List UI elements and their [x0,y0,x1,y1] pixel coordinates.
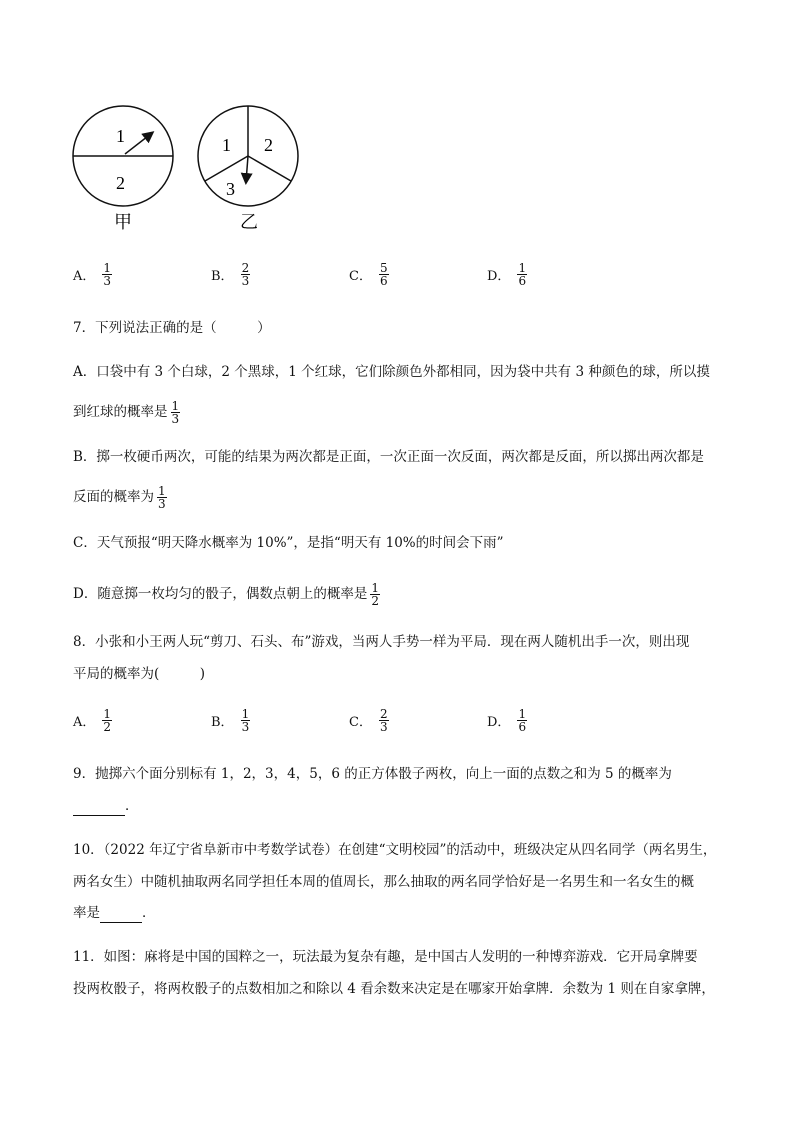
q7-option-b-line2: 反面的概率为 $\frac{1}{3}$ [73,484,166,511]
q6-option-a [73,262,112,287]
q6-option-c-label: C． [349,269,372,284]
q6-option-a-label: A． [73,269,96,284]
q7-option-a-fraction: $\frac{1}{3}$ [171,399,180,426]
spinner-yi-caption: 乙 [240,212,258,232]
q10-line3: 率是 ． [73,905,156,921]
spinner-jia [73,106,173,232]
spinner-jia-region-1: 1 [116,126,125,146]
q6-option-d-label: D． [487,269,511,284]
q6-option-b-fraction: $\frac{2}{3}$ [241,261,250,288]
q6-option-d-fraction: $\frac{1}{6}$ [518,261,527,288]
spinner-jia-region-2: 2 [116,173,125,193]
q7-option-b-line1: B．掷一枚硬币两次，可能的结果为两次都是正面，一次正面一次反面，两次都是反面，所以掷出两次都是 [73,449,704,465]
q8-line2: 平局的概率为( ) [73,666,206,682]
q8-option-d: D． $\frac{1}{6}$ [487,707,527,734]
q6-option-c-fraction: $\frac{5}{6}$ [379,261,388,288]
q9-line1: 9．抛掷六个面分别标有 1，2，3，4，5，6 的正方体骰子两枚，向上一面的点数之和为 5 的概率为 [73,766,672,782]
q6-option-c [349,262,389,287]
q7-option-c: C．天气预报“明天降水概率为 10%”，是指“明天有 10%的时间会下雨” [73,535,504,551]
spinner-yi-region-1: 1 [222,135,231,155]
q9-line2: ． [73,796,139,816]
q6-option-b-label: B． [211,269,234,284]
q8-line1: 8．小张和小王两人玩“剪刀、石头、布”游戏，当两人手势一样为平局．现在两人随机出手一次，则出现 [73,634,690,650]
q10-line2: 两名女生）中随机抽取两名同学担任本周的值周长，那么抽取的两名同学恰好是一名男生和一名女生的概 [73,874,694,890]
spinner-yi-region-3: 3 [226,179,235,199]
spinner-figure [70,104,310,234]
q7-option-d-fraction: $\frac{1}{2}$ [371,581,379,608]
q10-line1: 10．（2022 年辽宁省阜新市中考数学试卷）在创建“文明校园”的活动中，班级决定从四名同学（两名男生， [73,842,717,858]
q8-option-a-fraction: $\frac{1}{2}$ [103,707,112,734]
q6-option-d [487,262,527,287]
q8-option-d-fraction: $\frac{1}{6}$ [518,707,527,734]
q9-answer-blank [73,801,125,816]
q8-option-c-fraction: $\frac{2}{3}$ [379,707,388,734]
q10-answer-blank [100,908,142,923]
q8-option-c: C． $\frac{2}{3}$ [349,707,388,734]
q7-option-a-line2: 到红球的概率是 $\frac{1}{3}$ [73,399,180,426]
q7-option-a-line1: A．口袋中有 3 个白球，2 个黑球，1 个红球，它们除颜色外都相同，因为袋中共有 3 种颜色的球，所以摸 [73,364,710,380]
q6-option-b [211,262,250,287]
q8-option-a: A． $\frac{1}{2}$ [73,707,112,734]
q7-option-d: D．随意掷一枚均匀的骰子，偶数点朝上的概率是 $\frac{1}{2}$ [73,581,379,608]
q7-option-b-fraction: $\frac{1}{3}$ [158,484,166,511]
spinner-yi [198,106,298,232]
q7-stem: 7．下列说法正确的是（ ） [73,320,271,336]
q8-option-b-fraction: $\frac{1}{3}$ [241,707,250,734]
spinner-yi-region-2: 2 [264,135,273,155]
q11-line1: 11．如图：麻将是中国的国粹之一，玩法最为复杂有趣，是中国古人发明的一种博弈游戏．它开局拿牌要 [73,949,698,965]
q8-option-b: B． $\frac{1}{3}$ [211,707,250,734]
q11-line2: 投两枚骰子，将两枚骰子的点数相加之和除以 4 看余数来决定是在哪家开始拿牌．余数为 1 则在自家拿牌， [73,981,715,997]
spinner-jia-caption: 甲 [114,212,132,232]
q6-option-a-fraction: $\frac{1}{3}$ [103,261,112,288]
